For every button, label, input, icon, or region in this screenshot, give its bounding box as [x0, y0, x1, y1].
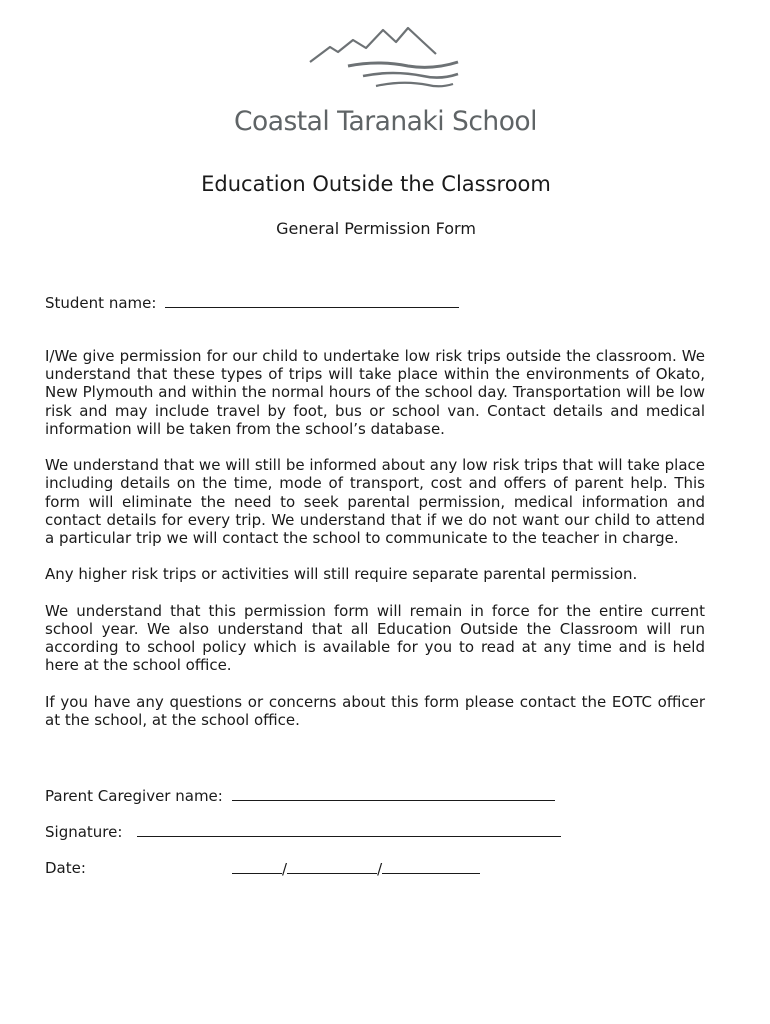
- signature-row: [45, 822, 561, 841]
- parent-name-row: [45, 786, 555, 805]
- page-subtitle: General Permission Form: [276, 219, 476, 238]
- student-name-label: Student name:: [45, 294, 157, 312]
- signature-label: Signature:: [45, 823, 123, 841]
- paragraph: If you have any questions or concerns about this form please contact the EOTC officer at the school, at the school office.: [45, 692, 705, 729]
- date-separator: /: [282, 860, 288, 878]
- mountain-waves-icon: [308, 22, 468, 112]
- date-label: Date:: [45, 859, 86, 877]
- page-title: Education Outside the Classroom: [201, 172, 551, 196]
- school-name: Coastal Taranaki School: [234, 106, 537, 137]
- parent-name-label: Parent Caregiver name:: [45, 787, 223, 805]
- date-field: [232, 859, 480, 878]
- paragraph: I/We give permission for our child to undertake low risk trips outside the classroom. We understand that these types of trips will take place within the environments of Okato, New Plymouth and within the normal hours of the school day. Transportation will be low risk and may include travel by foot, bus or school van. Contact details and medical information will be taken from the school’s database.: [45, 347, 705, 438]
- date-separator: /: [377, 860, 383, 878]
- paragraph: Any higher risk trips or activities will still require separate parental permission.: [45, 565, 638, 584]
- date-day-field[interactable]: [232, 859, 282, 874]
- paragraph: We understand that we will still be informed about any low risk trips that will take place including details on the time, mode of transport, cost and offers of parent help. This form will eliminate the need to seek parental permission, medical information and contact details for every trip. We understand that if we do not want our child to attend a particular trip we will contact the school to communicate to the teacher in charge.: [45, 456, 705, 548]
- permission-text: [45, 347, 705, 747]
- school-logo: [228, 22, 548, 137]
- signature-field[interactable]: [137, 822, 561, 837]
- parent-name-field[interactable]: [232, 786, 555, 801]
- date-row: [45, 859, 86, 877]
- date-month-field[interactable]: [287, 859, 377, 874]
- student-name-field[interactable]: [165, 293, 459, 308]
- paragraph: We understand that this permission form will remain in force for the entire current school year. We also understand that all Education Outside the Classroom will run according to school policy which is available for you to read at any time and is held here at the school office.: [45, 601, 705, 675]
- student-name-row: [45, 293, 459, 312]
- date-year-field[interactable]: [382, 859, 480, 874]
